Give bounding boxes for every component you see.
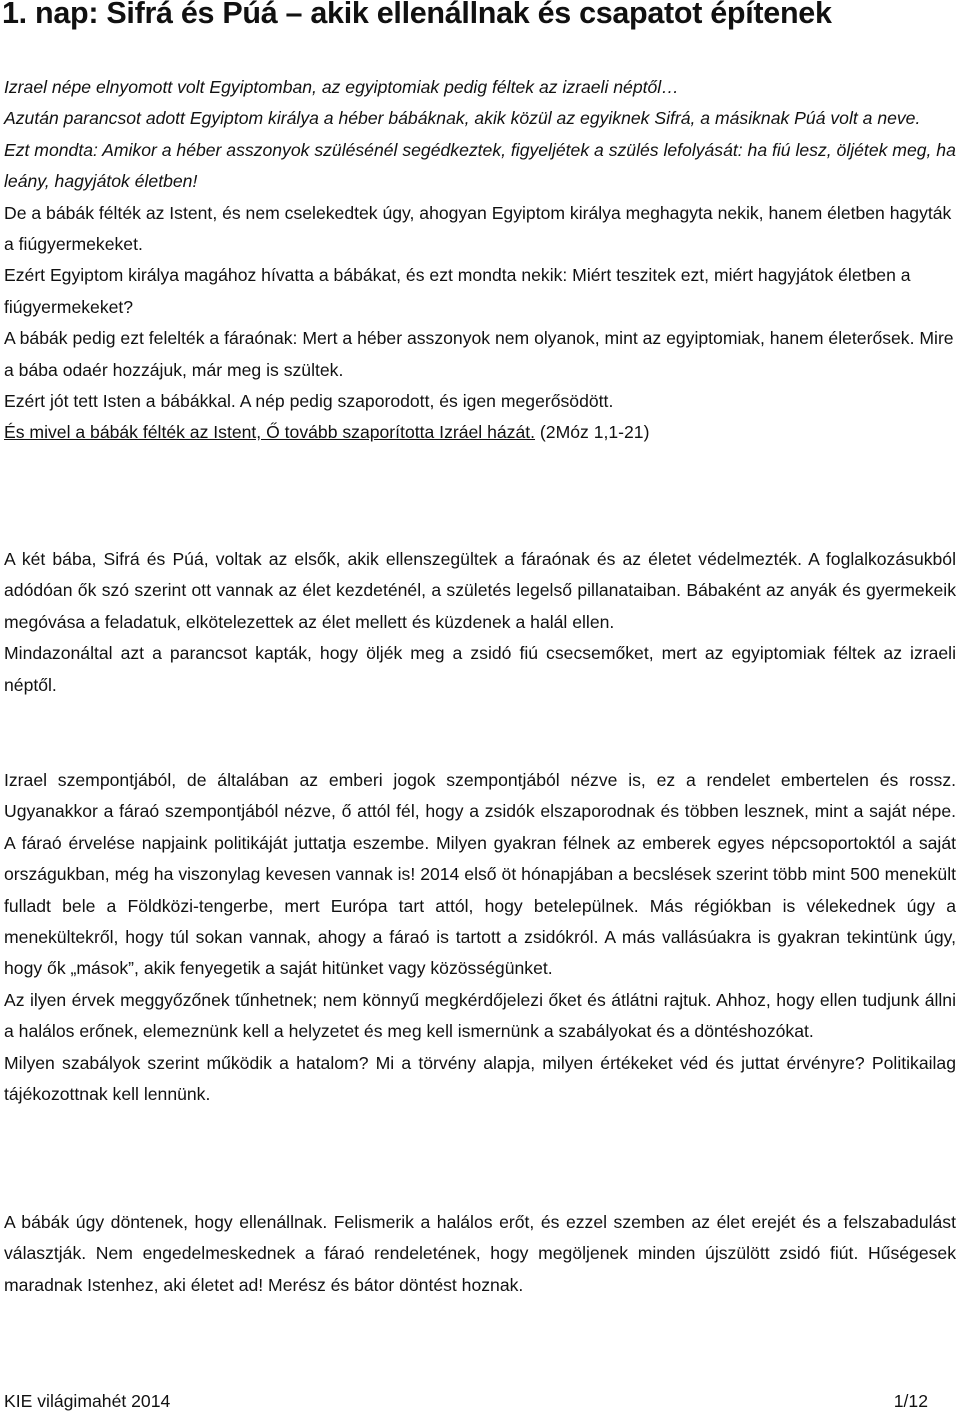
footer-left: KIE világimahét 2014 — [4, 1391, 171, 1411]
page-number: 1/12 — [893, 1391, 928, 1411]
section-decision — [4, 1207, 956, 1301]
scripture-line: Ezért jót tett Isten a bábákkal. A nép pedig szaporodott, és igen megerősödött. — [4, 391, 614, 412]
scripture-line: Izrael népe elnyomott volt Egyiptomban, az egyiptomiak pedig féltek az izraeli néptől… — [4, 77, 679, 97]
paragraph: Az ilyen érvek meggyőzőnek tűnhetnek; nem könnyű megkérdőjelezi őket és átlátni rajtuk. Ahhoz, hogy ellen tudjunk állni a halálos erőnek, elemeznünk kell a helyzetet és meg kell ismernünk a szabályokat és a döntéshozókat. — [4, 989, 956, 1042]
page-footer — [4, 1391, 928, 1412]
scripture-reference: (2Móz 1,1-21) — [535, 422, 650, 443]
paragraph: Milyen szabályok szerint működik a hatalom? Mi a törvény alapja, milyen értékeket véd és juttat érvényre? Politikailag tájékozottnak kell lennünk. — [4, 1052, 956, 1105]
paragraph: Izrael szempontjából, de általában az emberi jogok szempontjából nézve is, ez a rendelet embertelen és rossz. Ugyanakkor a fáraó szempontjából nézve, ő attól fél, hogy a zsidók elszaporodnak és többen lesznek, mint a saját népe. A fáraó érvelése napjaink politikáját juttatja eszembe. Milyen gyakran félnek az emberek egyes népcsoportoktól a saját országukban, még ha viszonylag kevesen vannak is! 2014 első öt hónapjában a becslések szerint több mint 500 menekült fulladt bele a Földközi-tengerbe, mert Európa tart attól, hogy betelepülnek. Más régiókban is vélekednek úgy a menekültekről, hogy túl sokan vannak, ahogy a fáraó is tartott a zsidókról. A más vallásúakra is gyakran tekintünk úgy, hogy ők „mások”, akik fenyegetik a saját hitünket vagy közösségünket. — [4, 770, 956, 979]
page-title: 1. nap: Sifrá és Púá – akik ellenállnak és csapatot építenek — [2, 0, 832, 30]
paragraph: Mindazonáltal azt a parancsot kapták, hogy öljék meg a zsidó fiú csecsemőket, mert az egyiptomiak féltek az izraeli néptől. — [4, 643, 956, 695]
scripture-line: Azután parancsot adott Egyiptom királya a héber bábáknak, akik közül az egyiknek Sifrá, a másiknak Púá volt a neve. — [4, 108, 921, 129]
section-bibles-midwives — [4, 544, 956, 701]
scripture-line-last — [4, 417, 956, 448]
scripture-line: Ezért Egyiptom királya magához hívatta a bábákat, és ezt mondta nekik: Miért teszitek ezt, miért hagyjátok életben a fiúgyermekeket? — [4, 265, 911, 317]
section-context — [4, 765, 956, 1110]
scripture-line: De a bábák félték az Istent, és nem cselekedtek úgy, ahogyan Egyiptom királya meghagyta nekik, hanem életben hagyták a fiúgyermekeket. — [4, 202, 952, 255]
scripture-line: A bábák pedig ezt felelték a fáraónak: Mert a héber asszonyok nem olyanok, mint az egyiptomiak, hanem életerősek. Mire a bába odaér hozzájuk, már meg is szültek. — [4, 328, 954, 380]
paragraph: A két bába, Sifrá és Púá, voltak az elsők, akik ellenszegültek a fáraónak és az életet védelmezték. A foglalkozásukból adódóan ők szó szerint ott vannak az élet kezdeténél, a születés legelső pillanataiban. Bábaként az anyák és gyermekeik megóvása a feladatuk, elkötelezettek az élet mellett és küzdenek a halál ellen. — [4, 549, 956, 632]
scripture-line: Ezt mondta: Amikor a héber asszonyok szülésénél segédkeztek, figyeljétek a szülés lefolyását: ha fiú lesz, öljétek meg, ha leány, hagyjátok életben! — [4, 139, 956, 192]
scripture-passage — [4, 72, 956, 449]
scripture-line-underlined: És mivel a bábák félték az Istent, Ő tovább szaporította Izráel házát. — [4, 422, 536, 443]
paragraph: A bábák úgy döntenek, hogy ellenállnak. Felismerik a halálos erőt, és ezzel szemben az élet erejét és a felszabadulást választják. Nem engedelmeskednek a fáraó rendeletének, hogy megöljenek minden újszülött zsidó fiút. Hűségesek maradnak Istenhez, aki életet ad! Merész és bátor döntést hoznak. — [4, 1212, 956, 1295]
